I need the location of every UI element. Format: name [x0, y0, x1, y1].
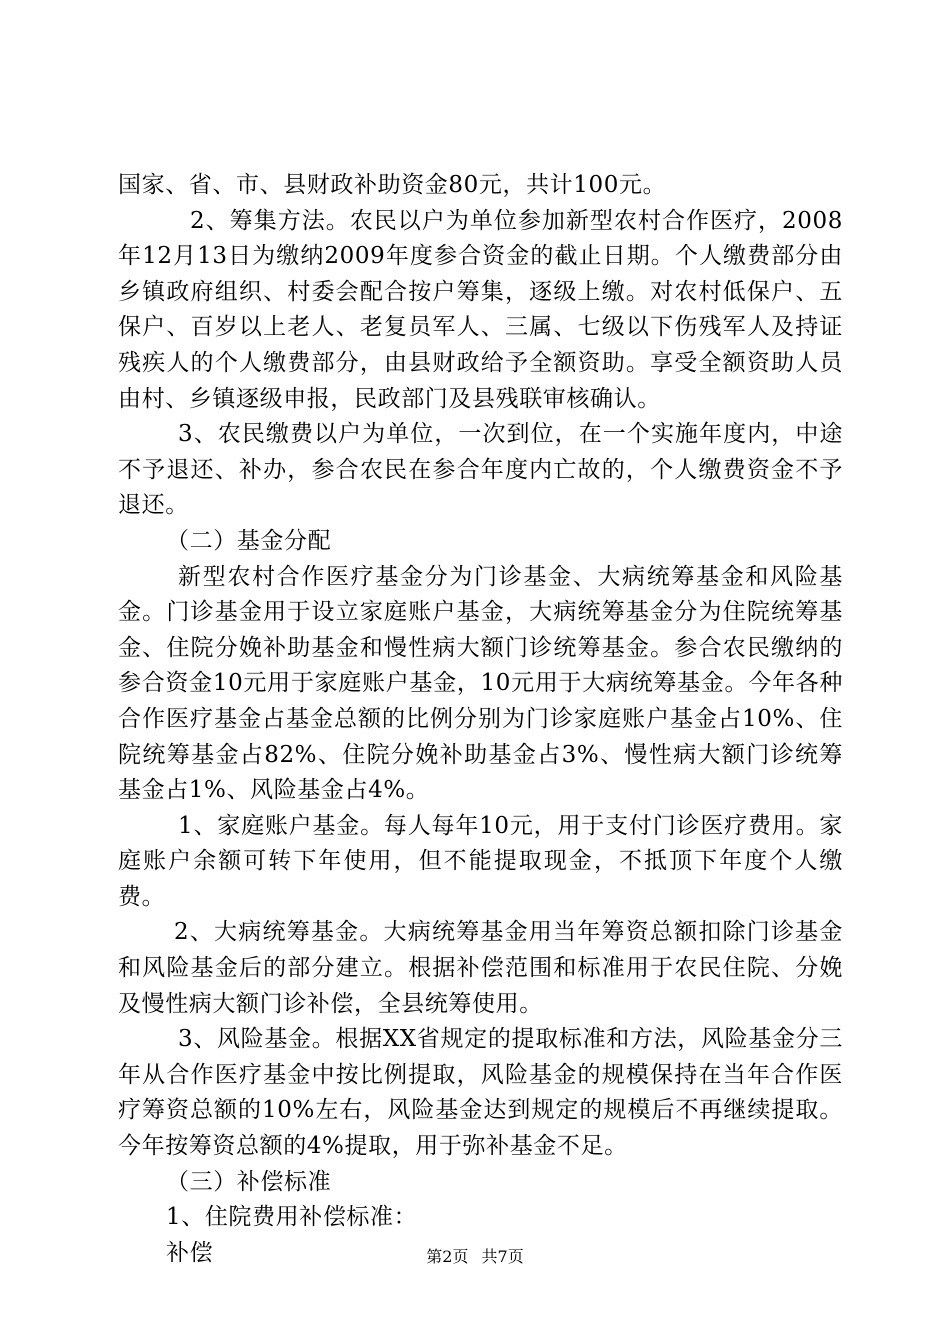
- paragraph-fund-allocation: 新型农村合作医疗基金分为门诊基金、大病统筹基金和风险基金。门诊基金用于设立家庭账户基金，大病统筹基金分为住院统筹基金、住院分娩补助基金和慢性病大额门诊统筹基金。参合农民缴纳的参合资金10元用于家庭账户基金，10元用于大病统筹基金。今年各种合作医疗基金占基金总额的比例分别为门诊家庭账户基金占10%、住院统筹基金占82%、住院分娩补助基金占3%、慢性病大额门诊统筹基金占1%、风险基金占4%。: [118, 563, 843, 804]
- document-body: [118, 168, 843, 1271]
- page-number: 第2页: [426, 1247, 469, 1266]
- paragraph-compensation-fragment: 补偿: [166, 1239, 214, 1266]
- page-footer: [0, 1247, 950, 1267]
- paragraph-collection-method: 2、筹集方法。农民以户为单位参加新型农村合作医疗，2008年12月13日为缴纳2009年度参合资金的截止日期。个人缴费部分由乡镇政府组织、村委会配合按户筹集，逐级上缴。对农村低保户、五保户、百岁以上老人、老复员军人、三属、七级以下伤残军人及持证残疾人的个人缴费部分，由县财政给予全额资助。享受全额资助人员由村、乡镇逐级申报，民政部门及县残联审核确认。: [118, 207, 843, 412]
- section-heading-compensation-standard: （三）补偿标准: [166, 1168, 332, 1195]
- page-total: 共7页: [481, 1247, 524, 1266]
- paragraph-major-illness-fund: 2、大病统筹基金。大病统筹基金用当年筹资总额扣除门诊基金和风险基金后的部分建立。根据补偿范围和标准用于农民住院、分娩及慢性病大额门诊补偿，全县统筹使用。: [118, 919, 843, 1017]
- paragraph-payment-rules: 3、农民缴费以户为单位，一次到位，在一个实施年度内，中途不予退还、补办，参合农民在参合年度内亡故的，个人缴费资金不予退还。: [118, 421, 843, 519]
- paragraph-subsidy-total: 国家、省、市、县财政补助资金80元，共计100元。: [118, 172, 667, 198]
- paragraph-hospital-compensation: 1、住院费用补偿标准：: [166, 1204, 418, 1231]
- section-heading-fund-allocation: （二）基金分配: [166, 527, 332, 554]
- paragraph-family-account-fund: 1、家庭账户基金。每人每年10元，用于支付门诊医疗费用。家庭账户余额可转下年使用，但不能提取现金，不抵顶下年度个人缴费。: [118, 812, 843, 910]
- paragraph-risk-fund: 3、风险基金。根据XX省规定的提取标准和方法，风险基金分三年从合作医疗基金中按比例提取，风险基金的规模保持在当年合作医疗筹资总额的10%左右，风险基金达到规定的规模后不再继续提取。今年按筹资总额的4%提取，用于弥补基金不足。: [118, 1026, 843, 1160]
